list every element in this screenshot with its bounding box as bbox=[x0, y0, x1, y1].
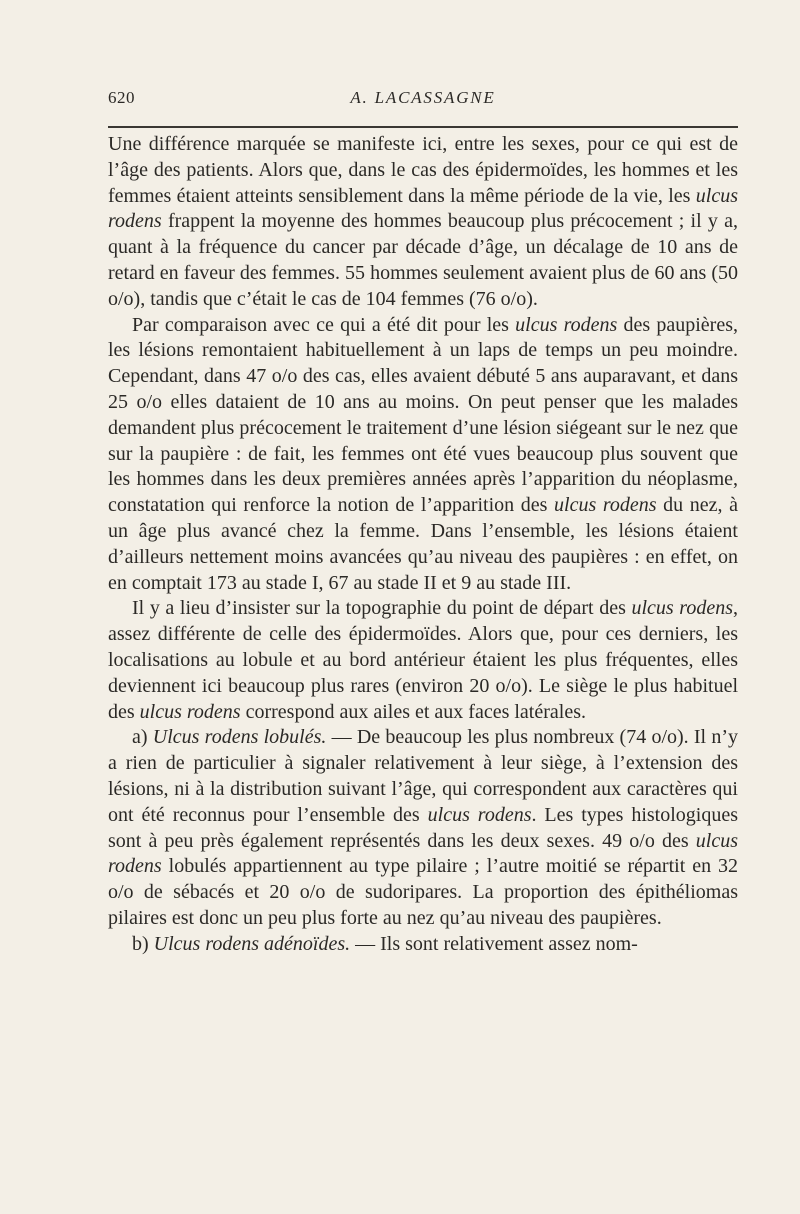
italic-text: ulcus rodens bbox=[631, 597, 733, 620]
header-rule bbox=[108, 126, 738, 128]
italic-text: ulcus rodens bbox=[554, 494, 657, 517]
text-run: des paupières, les lésions remontaient habituellement à un laps de temps un peu moindre. Cependant, dans 47 o/o des cas, elles avaient débuté 5 ans auparavant, et dans 25 o/o elles dataient de 10 ans au moins. On peut penser que les malades demandent plus précocement le traitement d’une lésion siégeant sur le nez que sur la paupière : de fait, les femmes ont été vues beaucoup plus souvent que les hommes dans les deux premières années après l’apparition du néoplasme, constatation qui renforce la notion de l’apparition des bbox=[108, 313, 739, 517]
page-header bbox=[108, 88, 738, 114]
italic-text: Ulcus rodens adénoïdes. bbox=[153, 932, 351, 955]
italic-text: ulcus rodens bbox=[515, 313, 618, 336]
paragraph bbox=[108, 725, 738, 931]
text-run: , assez différente de celle des épidermoïdes. Alors que, pour ces derniers, les localisations au lobule et au bord antérieur étaient les plus fréquentes, elles deviennent ici beaucoup plus rares (environ 20 o/o). Le siège le plus habituel des bbox=[108, 597, 738, 723]
page-number: 620 bbox=[108, 88, 135, 107]
text-run: correspond aux ailes et aux faces latérales. bbox=[240, 700, 586, 723]
italic-text: ulcus rodens bbox=[108, 184, 738, 233]
text-run: Une différence marquée se manifeste ici, entre les sexes, pour ce qui est de l’âge des patients. Alors que, dans le cas des épidermoïdes, les hommes et les femmes étaient atteints sensiblement dans la même période de la vie, les bbox=[108, 133, 738, 207]
text-run: . Les types histologiques sont à peu près également représentés dans les deux sexes. 49 o/o des bbox=[108, 803, 738, 852]
text-run: lobulés appartiennent au type pilaire ; l’autre moitié se répartit en 32 o/o de sébacés et 20 o/o de sudoripares. La proportion des épithéliomas pilaires est donc un peu plus forte au nez qu’au niveau des paupières. bbox=[108, 855, 738, 929]
text-run: — De beaucoup les plus nombreux (74 o/o). Il n’y a rien de particulier à signaler relativement à leur siège, à l’extension des lésions, ni à la distribution suivant l’âge, qui correspondent aux caractères qui ont été reconnus pour l’ensemble des bbox=[108, 726, 738, 826]
body-text bbox=[108, 132, 738, 958]
text-run: du nez, à un âge plus avancé chez la femme. Dans l’ensemble, les lésions étaient d’ailleurs nettement moins avancées qu’au niveau des paupières : en effet, on en comptait 173 au stade I, 67 au stade II et 9 au stade III. bbox=[108, 494, 739, 594]
paragraph bbox=[108, 932, 738, 958]
italic-text: ulcus rodens bbox=[108, 829, 738, 878]
paragraph bbox=[108, 313, 738, 597]
italic-text: Ulcus rodens lobulés. bbox=[152, 726, 327, 749]
italic-text: ulcus rodens bbox=[139, 700, 241, 723]
paragraph bbox=[108, 596, 738, 725]
running-head: A. LACASSAGNE bbox=[350, 88, 496, 107]
italic-text: ulcus rodens bbox=[427, 803, 532, 826]
text-run: Il y a lieu d’insister sur la topographie du point de départ des bbox=[132, 597, 632, 620]
paragraph bbox=[108, 132, 738, 313]
text-run: a) bbox=[132, 726, 153, 749]
text-run: Par comparaison avec ce qui a été dit pour les bbox=[132, 313, 516, 336]
text-run: b) bbox=[132, 932, 154, 955]
text-run: frappent la moyenne des hommes beaucoup plus précocement ; il y a, quant à la fréquence du cancer par décade d’âge, un décalage de 10 ans de retard en faveur des femmes. 55 hommes seulement avaient plus de 60 ans (50 o/o), tandis que c’était le cas de 104 femmes (76 o/o). bbox=[108, 210, 738, 310]
text-run: — Ils sont relativement assez nom- bbox=[350, 932, 638, 955]
